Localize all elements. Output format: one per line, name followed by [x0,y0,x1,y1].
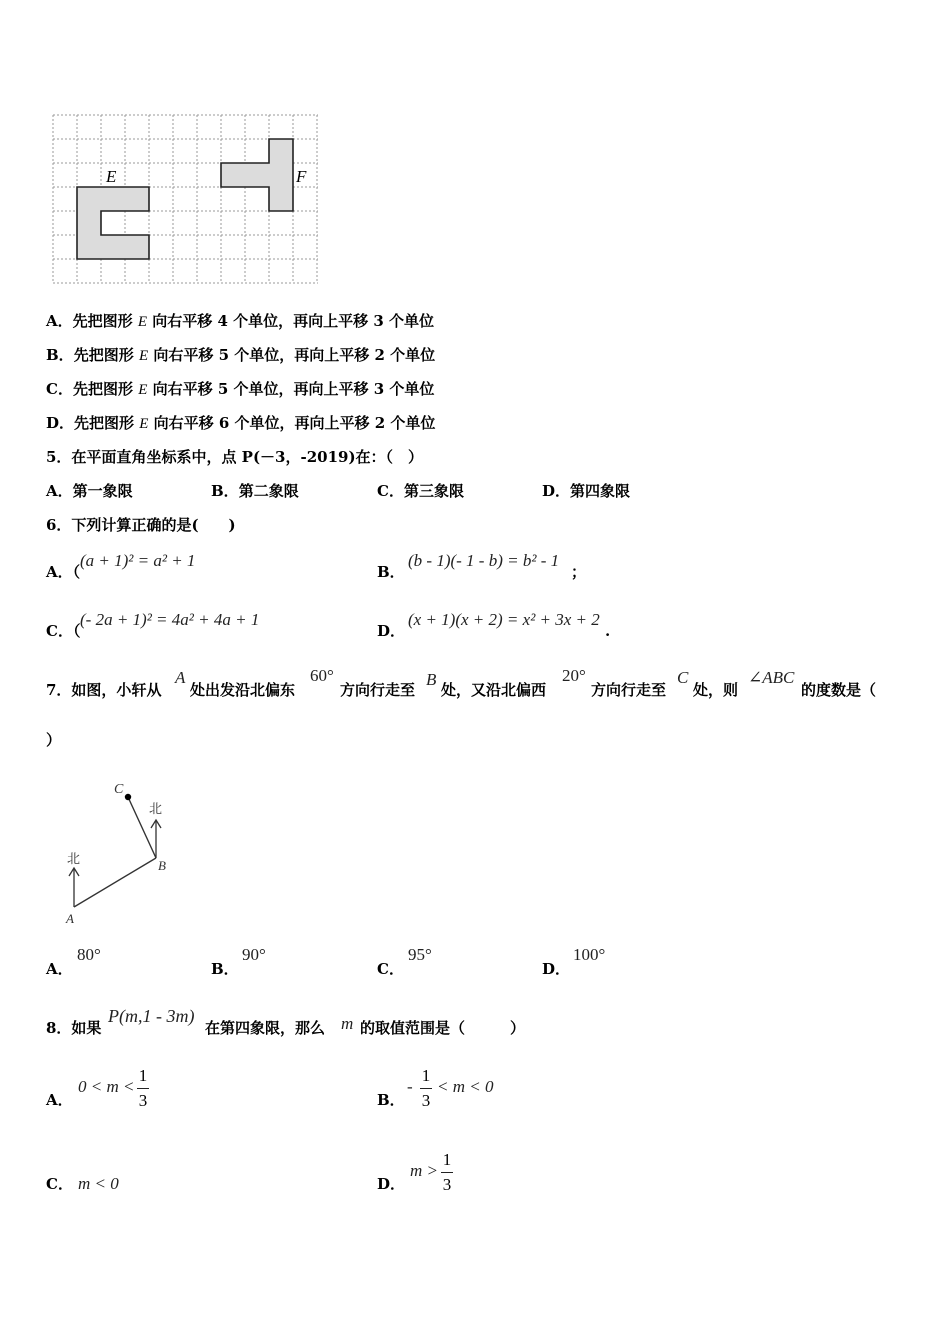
q5-option-b: B．第二象限 [211,482,299,500]
q7-option-a-letter: A． [46,960,73,978]
q6-stem: 6．下列计算正确的是( ) [46,516,236,534]
q7-stem-part-8: ） [46,731,62,749]
q6-option-c-letter: C．（ [46,622,81,640]
q8-option-b-minus: - [407,1077,413,1096]
point-c-dot [125,794,131,800]
q7-angle-20: 20° [562,666,586,685]
q5-stem: 5．在平面直角坐标系中，点 P(－3，-2019)在：（ ） [46,448,424,466]
north-label-b: 北 [149,802,163,817]
q6-option-b-expr: (b - 1)(- 1 - b) = b² - 1 [408,551,560,570]
path-a-to-b [74,858,156,907]
q6-option-c-expr: (- 2a + 1)² = 4a² + 4a + 1 [80,610,260,629]
q7-stem-part-6: 处，则 [693,681,739,699]
q7-var-c: C [677,668,689,687]
q6-option-b-tail: ； [571,563,587,581]
q8-option-c-letter: C． [46,1175,73,1193]
q8-stem-part-3: 的取值范围是（ ） [360,1019,526,1037]
q4-option-a: A．先把图形 E 向右平移 4 个单位，再向上平移 3 个单位 [46,312,435,330]
q7-option-c-letter: C． [377,960,404,978]
q6-option-a-letter: A．（ [46,563,81,581]
translation-grid-figure [50,112,322,288]
q5-option-d: D．第四象限 [542,482,631,500]
q7-var-b: B [426,670,437,689]
q8-option-a-frac-num: 1 [138,1066,148,1085]
point-b-label: B [158,858,166,873]
q6-option-a-expr: (a + 1)² = a² + 1 [80,551,196,570]
q8-option-b-frac-den: 3 [421,1091,431,1110]
q7-stem-part-1: 7．如图，小轩从 [46,681,162,699]
q7-stem-part-2: 处出发沿北偏东 [190,681,296,699]
q7-var-a: A [175,668,186,687]
q8-option-a-frac-den: 3 [138,1091,148,1110]
q8-option-a-frac-bar [137,1088,149,1089]
q5-option-a: A．第一象限 [46,482,133,500]
q4-option-d: D．先把图形 E 向右平移 6 个单位，再向上平移 2 个单位 [46,414,436,432]
point-a-label: A [66,911,74,926]
q7-option-d-value: 100° [573,945,606,964]
q5-option-c: C．第三象限 [377,482,464,500]
q6-option-d-expr: (x + 1)(x + 2) = x² + 3x + 2 [408,610,600,629]
q8-option-b-letter: B． [377,1091,405,1109]
q8-var-m: m [341,1014,354,1033]
q4-option-c: C．先把图形 E 向右平移 5 个单位，再向上平移 3 个单位 [46,380,435,398]
q8-option-d-frac-den: 3 [442,1175,452,1194]
q8-option-d-frac-num: 1 [442,1150,452,1169]
q7-stem-part-7: 的度数是（ [801,681,877,699]
q8-stem-part-2: 在第四象限，那么 [205,1019,326,1037]
q7-option-b-value: 90° [242,945,266,964]
north-label-a: 北 [67,852,81,867]
shape-e-label: E [106,167,117,186]
q7-stem-part-3: 方向行走至 [340,681,416,699]
q6-option-d-letter: D． [377,622,406,640]
q8-option-b-expr: < m < 0 [437,1077,494,1096]
q8-option-b-frac-num: 1 [421,1066,431,1085]
q8-option-d-letter: D． [377,1175,406,1193]
q6-option-d-tail: . [605,622,611,640]
q7-stem-part-5: 方向行走至 [591,681,667,699]
q4-option-b: B．先把图形 E 向右平移 5 个单位，再向上平移 2 个单位 [46,346,436,364]
q6-option-b-letter: B． [377,563,405,581]
q7-option-a-value: 80° [77,945,101,964]
q8-option-a-expr: 0 < m < [78,1077,135,1096]
direction-figure [60,775,190,930]
shape-f-label: F [296,167,307,186]
q7-angle-abc: ∠ABC [748,668,795,687]
q8-option-c-expr: m < 0 [78,1174,119,1193]
q8-point-expr: P(m,1 - 3m) [108,1006,195,1026]
point-c-label: C [114,782,124,797]
q7-angle-60: 60° [310,666,334,685]
q8-stem-part-1: 8．如果 [46,1019,102,1037]
q8-option-d-expr: m > [410,1161,438,1180]
q7-option-d-letter: D． [542,960,571,978]
shape-e [77,187,149,259]
q7-stem-part-4: 处，又沿北偏西 [441,681,547,699]
q8-option-a-letter: A． [46,1091,73,1109]
q7-option-b-letter: B． [211,960,239,978]
q8-option-d-frac-bar [441,1172,453,1173]
shape-f [221,139,293,211]
q7-option-c-value: 95° [408,945,432,964]
q8-option-b-frac-bar [420,1088,432,1089]
